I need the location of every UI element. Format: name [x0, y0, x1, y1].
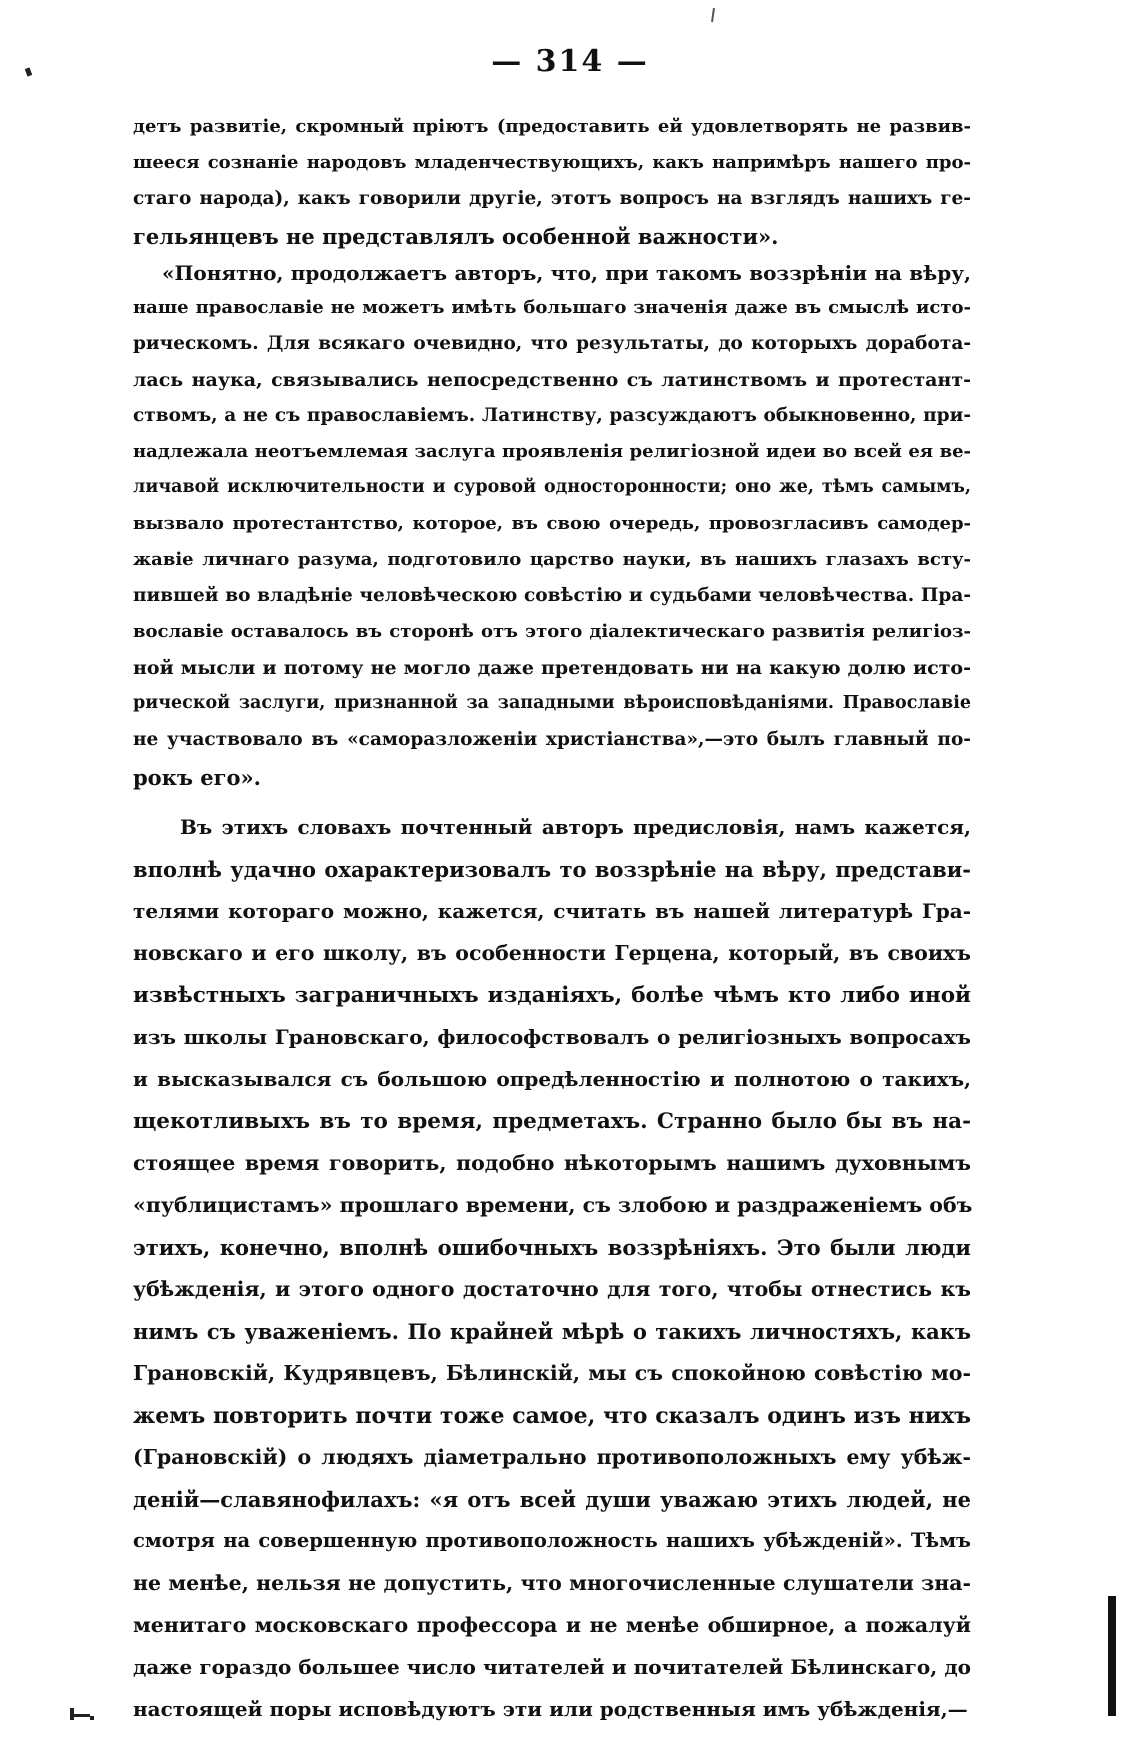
body-line: изъ школы Грановскаго, философствовалъ о религіозныхъ вопросахъ: [133, 1025, 971, 1049]
body-line: телями котораго можно, кажется, считать въ нашей литературѣ Гра-: [133, 899, 971, 923]
quote-line: личавой исключительности и суровой односторонности; оно же, тѣмъ самымъ,: [133, 477, 971, 497]
body-line: нимъ съ уваженіемъ. По крайней мѣрѣ о такихъ личностяхъ, какъ: [133, 1319, 971, 1344]
body-line: не менѣе, нельзя не допустить, что многочисленные слушатели зна-: [133, 1571, 971, 1595]
quote-line: вызвало протестантство, которое, въ свою очередь, провозгласивъ самодер-: [133, 513, 971, 534]
page-number: — 314 —: [491, 44, 649, 79]
quote-line: лась наука, связывались непосредственно съ латинствомъ и протестант-: [133, 369, 971, 391]
body-line: «публицистамъ» прошлаго времени, съ злобою и раздраженіемъ объ: [133, 1193, 973, 1217]
body-line: вполнѣ удачно охарактеризовалъ то воззрѣніе на вѣру, представи-: [133, 857, 971, 882]
body-line: смотря на совершенную противоположность нашихъ убѣжденій». Тѣмъ: [133, 1529, 971, 1552]
scan-mark-bottom-left: [70, 1708, 96, 1722]
body-line: жемъ повторить почти тоже самое, что сказалъ одинъ изъ нихъ: [133, 1403, 971, 1429]
body-line: этихъ, конечно, вполнѣ ошибочныхъ воззрѣніяхъ. Это были люди: [133, 1235, 971, 1260]
body-line: и высказывался съ большою опредѣленностію и полнотою о такихъ,: [133, 1067, 971, 1091]
quote-line: пившей во владѣніе человѣческою совѣстію и судьбами человѣчества. Пра-: [133, 585, 971, 606]
scan-mark-top: [711, 8, 715, 22]
quote-line: гельянцевъ не представлялъ особенной важности».: [133, 224, 779, 249]
quote-line: жавіе личнаго разума, подготовило царство науки, въ нашихъ глазахъ всту-: [133, 549, 971, 570]
body-line: новскаго и его школу, въ особенности Герцена, который, въ своихъ: [133, 941, 971, 965]
quote-line: ствомъ, а не съ православіемъ. Латинству, разсуждаютъ обыкновенно, при-: [133, 405, 971, 426]
quote-line: рокъ его».: [133, 765, 261, 790]
body-line: извѣстныхъ заграничныхъ изданіяхъ, болѣе чѣмъ кто либо иной: [133, 983, 971, 1008]
quote-line: детъ развитіе, скромный пріютъ (предоставить ей удовлетворять не развив-: [133, 116, 971, 137]
quote-line: стаго народа), какъ говорили другіе, этотъ вопросъ на взглядъ нашихъ ге-: [133, 188, 971, 209]
quote-line: вославіе оставалось въ сторонѣ отъ этого діалектическаго развитія религіоз-: [133, 621, 971, 642]
quote-line: рическомъ. Для всякаго очевидно, что результаты, до которыхъ доработа-: [133, 333, 971, 354]
body-line: Въ этихъ словахъ почтенный авторъ предисловія, намъ кажется,: [180, 815, 971, 839]
quote-line: рической заслуги, признанной за западными вѣроисповѣданіями. Православіе: [133, 693, 971, 713]
body-line: деній—славянофилахъ: «я отъ всей души уважаю этихъ людей, не: [133, 1487, 971, 1512]
body-line: Грановскій, Кудрявцевъ, Бѣлинскій, мы съ спокойною совѣстію мо-: [133, 1361, 971, 1385]
quote-line: не участвовало въ «саморазложеніи христіанства»,—это былъ главный по-: [133, 729, 971, 750]
body-line: настоящей поры исповѣдуютъ эти или родственныя имъ убѣжденія,—: [133, 1697, 968, 1721]
body-line: (Грановскій) о людяхъ діаметрально противоположныхъ ему убѣж-: [133, 1445, 971, 1469]
body-line: менитаго московскаго профессора и не менѣе обширное, а пожалуй: [133, 1613, 971, 1637]
body-line: даже гораздо большее число читателей и почитателей Бѣлинскаго, до: [133, 1655, 971, 1679]
quote-line: «Понятно, продолжаетъ авторъ, что, при такомъ воззрѣніи на вѣру,: [162, 261, 971, 285]
quote-line: шееся сознаніе народовъ младенчествующихъ, какъ напримѣръ нашего про-: [133, 152, 971, 173]
quote-line: ной мысли и потому не могло даже претендовать ни на какую долю исто-: [133, 657, 971, 679]
quote-line: наше православіе не можетъ имѣть большаго значенія даже въ смыслѣ исто-: [133, 297, 971, 318]
scan-mark-right-bar: [1108, 1596, 1116, 1716]
body-line: щекотливыхъ въ то время, предметахъ. Странно было бы въ на-: [133, 1109, 971, 1134]
body-line: стоящее время говорить, подобно нѣкоторымъ нашимъ духовнымъ: [133, 1151, 971, 1175]
quote-line: надлежала неотъемлемая заслуга проявленія религіозной идеи во всей ея ве-: [133, 441, 971, 462]
body-line: убѣжденія, и этого одного достаточно для того, чтобы отнестись къ: [133, 1277, 971, 1301]
